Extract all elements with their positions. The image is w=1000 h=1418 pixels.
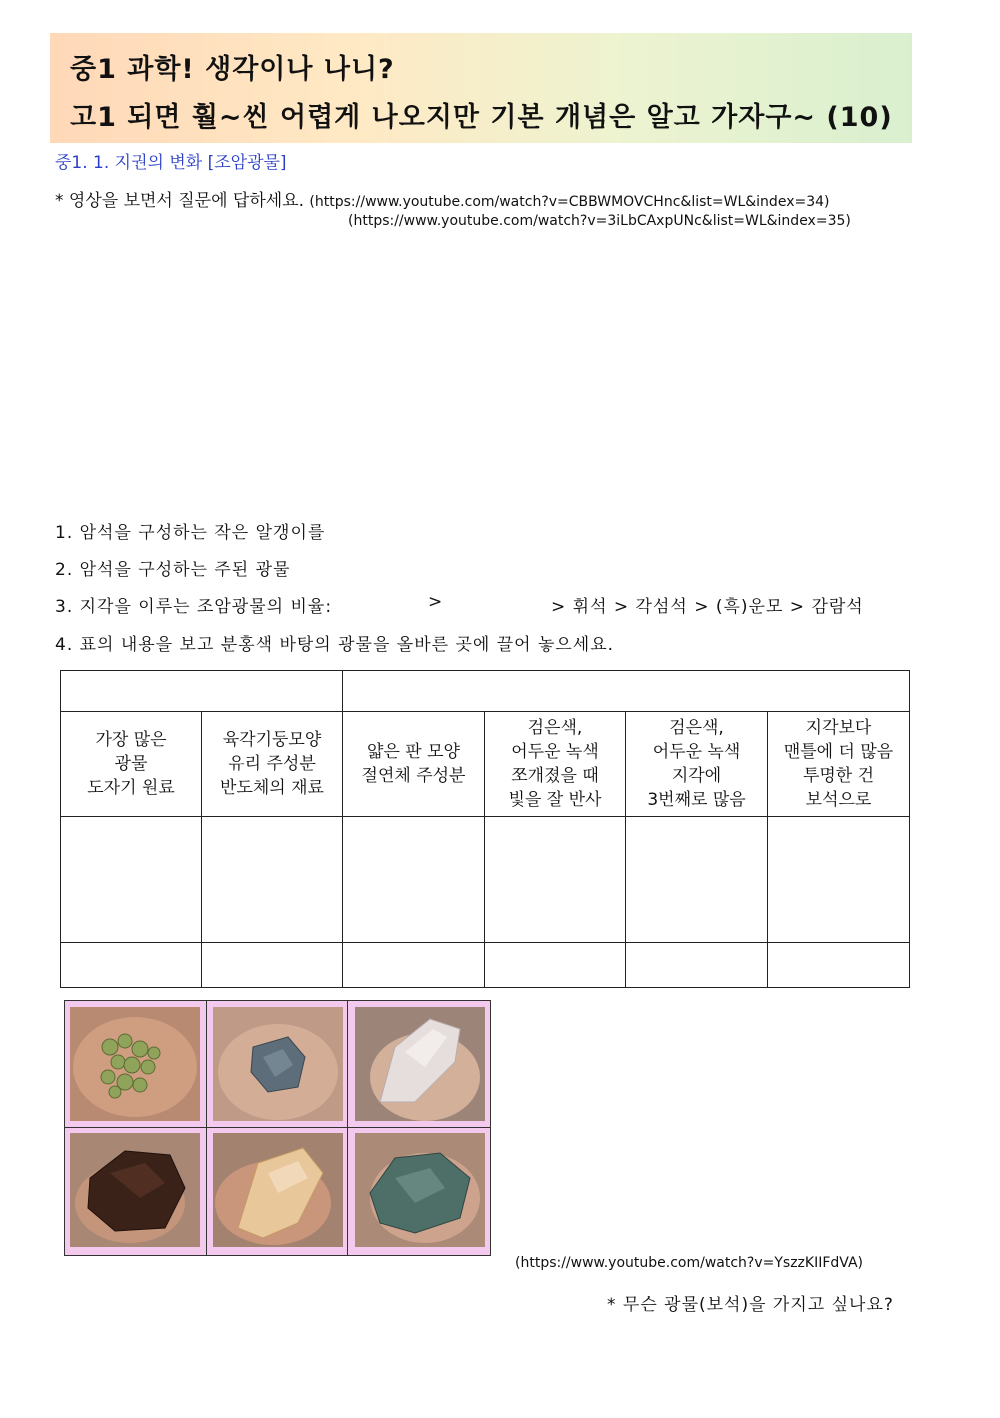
description-cell: 육각기둥모양 유리 주성분 반도체의 재료 xyxy=(202,712,343,817)
answer-drop-zone[interactable] xyxy=(343,943,485,988)
description-cell: 지각보다 맨틀에 더 많음 투명한 건 보석으로 xyxy=(768,712,910,817)
title-banner xyxy=(50,33,912,143)
title-line-2: 고1 되면 훨~씬 어렵게 나오지만 기본 개념은 알고 가자구~ (10) xyxy=(70,102,893,133)
video-link-1[interactable]: (https://www.youtube.com/watch?v=CBBWMOVCHnc&list=WL&index=34) xyxy=(309,194,830,210)
image-drop-zone[interactable] xyxy=(626,817,768,943)
description-cell: 가장 많은 광물 도자기 원료 xyxy=(61,712,202,817)
image-drop-zone[interactable] xyxy=(343,817,485,943)
answer-drop-zone[interactable] xyxy=(61,943,202,988)
question-3-gt: > xyxy=(428,592,444,612)
feldspar-photo[interactable] xyxy=(213,1133,343,1247)
image-drop-zone[interactable] xyxy=(768,817,910,943)
final-question: * 무슨 광물(보석)을 가지고 싶나요? xyxy=(607,1295,894,1315)
answer-drop-zone[interactable] xyxy=(626,943,768,988)
question-2: 2. 암석을 구성하는 주된 광물 xyxy=(55,560,291,580)
olivine-photo[interactable] xyxy=(70,1007,200,1121)
answer-drop-zone[interactable] xyxy=(485,943,626,988)
mineral-photo-grid xyxy=(64,1000,491,1256)
instruction xyxy=(55,186,829,211)
answer-drop-zone[interactable] xyxy=(202,943,343,988)
instruction-text: * 영상을 보면서 질문에 답하세요. xyxy=(55,191,305,211)
description-cell: 얇은 판 모양 절연체 주성분 xyxy=(343,712,485,817)
question-3-order: > 휘석 > 각섬석 > (흑)운모 > 감람석 xyxy=(551,597,864,617)
photo-credit-link[interactable]: (https://www.youtube.com/watch?v=YszzKIIFdVA) xyxy=(515,1255,863,1271)
section-subheading: 중1. 1. 지권의 변화 [조암광물] xyxy=(55,153,287,173)
answer-drop-zone[interactable] xyxy=(768,943,910,988)
biotite-photo[interactable] xyxy=(70,1133,200,1247)
header-drop-zone-left[interactable] xyxy=(61,671,343,712)
image-drop-zone[interactable] xyxy=(61,817,202,943)
mineral-table xyxy=(60,670,910,988)
description-cell: 검은색, 어두운 녹색 쪼개졌을 때 빛을 잘 반사 xyxy=(485,712,626,817)
image-drop-zone[interactable] xyxy=(485,817,626,943)
mica-photo[interactable] xyxy=(213,1007,343,1121)
amphibole-photo[interactable] xyxy=(355,1133,485,1247)
header-drop-zone-right[interactable] xyxy=(343,671,910,712)
description-cell: 검은색, 어두운 녹색 지각에 3번째로 많음 xyxy=(626,712,768,817)
title-line-1: 중1 과학! 생각이나 나니? xyxy=(70,54,395,85)
image-drop-zone[interactable] xyxy=(202,817,343,943)
quartz-photo[interactable] xyxy=(355,1007,485,1121)
video-link-2[interactable]: (https://www.youtube.com/watch?v=3iLbCAxpUNc&list=WL&index=35) xyxy=(348,213,851,229)
question-3: 3. 지각을 이루는 조암광물의 비율: xyxy=(55,597,333,617)
question-4: 4. 표의 내용을 보고 분홍색 바탕의 광물을 올바른 곳에 끌어 놓으세요. xyxy=(55,635,615,655)
question-1: 1. 암석을 구성하는 작은 알갱이를 xyxy=(55,523,326,543)
